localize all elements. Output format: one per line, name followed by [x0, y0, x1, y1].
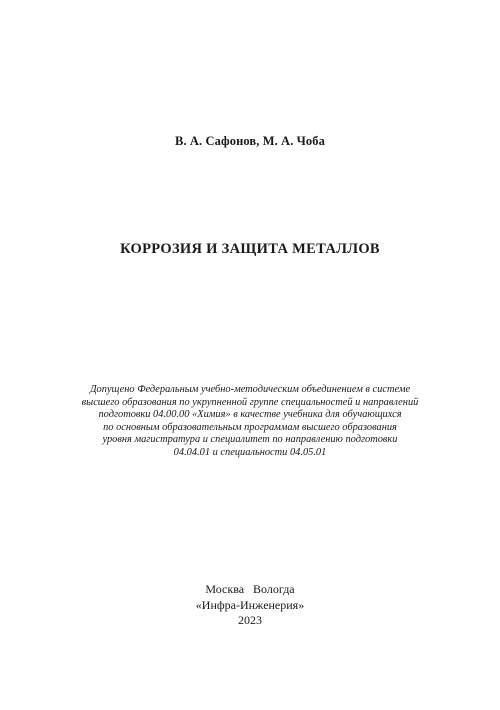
- publication-year: 2023: [238, 613, 262, 627]
- approval-line: Допущено Федеральным учебно-методическим объединением в системе: [89, 384, 411, 395]
- approval-statement: [0, 384, 500, 460]
- approval-line: по основным образовательным программам высшего образования: [103, 421, 397, 433]
- publisher-name: «Инфра-Инженерия»: [195, 597, 305, 612]
- approval-line: уровня магистратура и специалитет по направлению подготовки: [102, 434, 398, 446]
- approval-line: подготовки 04.00.00 «Химия» в качестве учебника для обучающихся: [98, 409, 402, 421]
- imprint: [0, 582, 500, 629]
- publication-cities: Москва Вологда: [205, 582, 295, 596]
- book-title: КОРРОЗИЯ И ЗАЩИТА МЕТАЛЛОВ: [120, 241, 380, 257]
- authors: В. А. Сафонов, М. А. Чоба: [175, 134, 325, 148]
- approval-line: высшего образования по укрупненной группе специальностей и направлений: [81, 396, 419, 408]
- approval-line: 04.04.01 и специальности 04.05.01: [173, 446, 327, 458]
